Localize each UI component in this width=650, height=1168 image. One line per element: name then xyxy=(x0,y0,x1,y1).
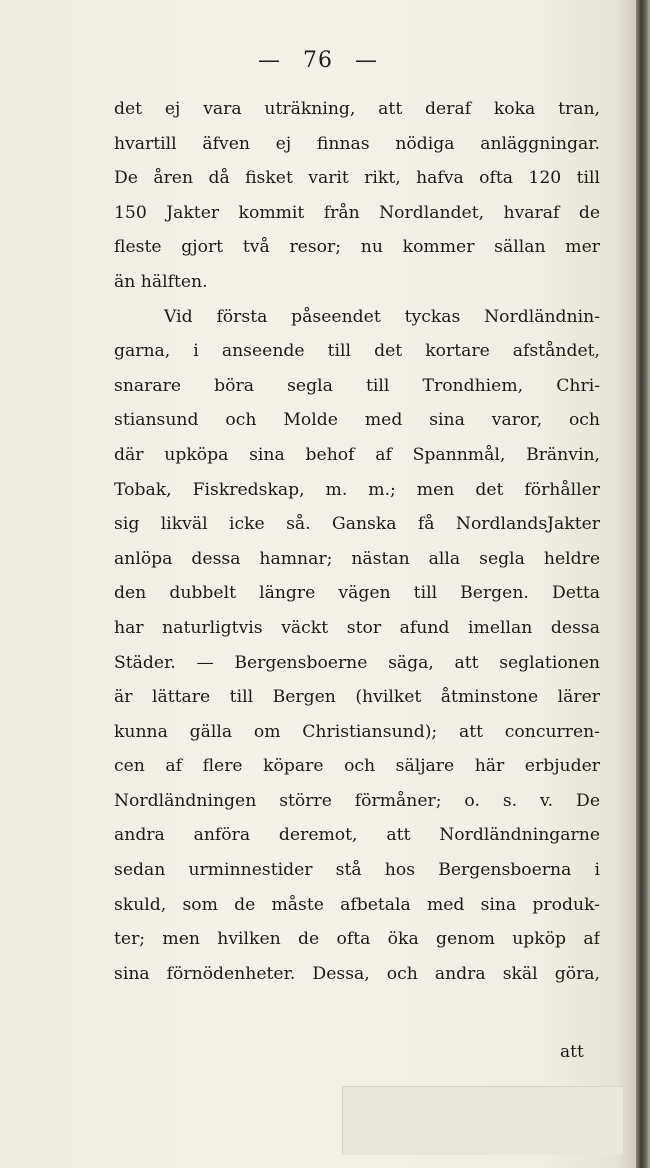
text-line: Nordländningen större förmåner; o. s. v. De xyxy=(114,790,600,811)
paper-repair-patch xyxy=(342,1086,623,1155)
header-dash-right: — xyxy=(355,48,378,73)
text-line: andra anföra deremot, att Nordländningarne xyxy=(114,825,600,846)
text-line: än hälften. xyxy=(114,271,208,292)
text-line: anlöpa dessa hamnar; nästan alla segla heldre xyxy=(114,548,600,569)
text-line: där upköpa sina behof af Spannmål, Bränvin, xyxy=(114,444,600,465)
text-line: Tobak, Fiskredskap, m. m.; men det förhåller xyxy=(114,479,600,500)
text-line: sig likväl icke så. Ganska få NordlandsJakter xyxy=(114,514,600,535)
book-gutter xyxy=(636,0,650,1168)
text-line: är lättare till Bergen (hvilket åtminstone lärer xyxy=(114,687,600,708)
text-line: 150 Jakter kommit från Nordlandet, hvaraf de xyxy=(114,202,600,223)
catchword: att xyxy=(560,1042,584,1062)
text-line: den dubbelt längre vägen till Bergen. Detta xyxy=(114,583,600,604)
text-line: sedan urminnestider stå hos Bergensboerna i xyxy=(114,860,600,881)
body-text xyxy=(114,92,600,991)
text-line: cen af flere köpare och säljare här erbjuder xyxy=(114,756,600,777)
text-line: stiansund och Molde med sina varor, och xyxy=(114,410,600,431)
text-line: garna, i anseende till det kortare afståndet, xyxy=(114,341,600,362)
text-line: hvartill äfven ej finnas nödiga anläggningar. xyxy=(114,133,600,154)
text-line: snarare böra segla till Trondhiem, Chri- xyxy=(114,375,600,396)
text-line: skuld, som de måste afbetala med sina produk- xyxy=(114,894,600,915)
page-header xyxy=(0,48,636,73)
text-line: Vid första påseendet tyckas Nordländnin- xyxy=(164,306,600,327)
header-dash-left: — xyxy=(258,48,281,73)
text-line: har naturligtvis väckt stor afund imellan dessa xyxy=(114,617,600,638)
text-line: fleste gjort två resor; nu kommer sällan mer xyxy=(114,237,600,258)
text-line: Städer. — Bergensboerne säga, att seglationen xyxy=(114,652,600,673)
text-line: De åren då fisket varit rikt, hafva ofta 120 till xyxy=(114,168,600,189)
page-number: 76 xyxy=(303,48,333,73)
text-line: ter; men hvilken de ofta öka genom upköp af xyxy=(114,929,600,950)
text-line: det ej vara uträkning, att deraf koka tran, xyxy=(114,99,600,119)
text-line: kunna gälla om Christiansund); att concurren- xyxy=(114,721,600,742)
text-line: sina förnödenheter. Dessa, och andra skäl göra, xyxy=(114,963,600,984)
